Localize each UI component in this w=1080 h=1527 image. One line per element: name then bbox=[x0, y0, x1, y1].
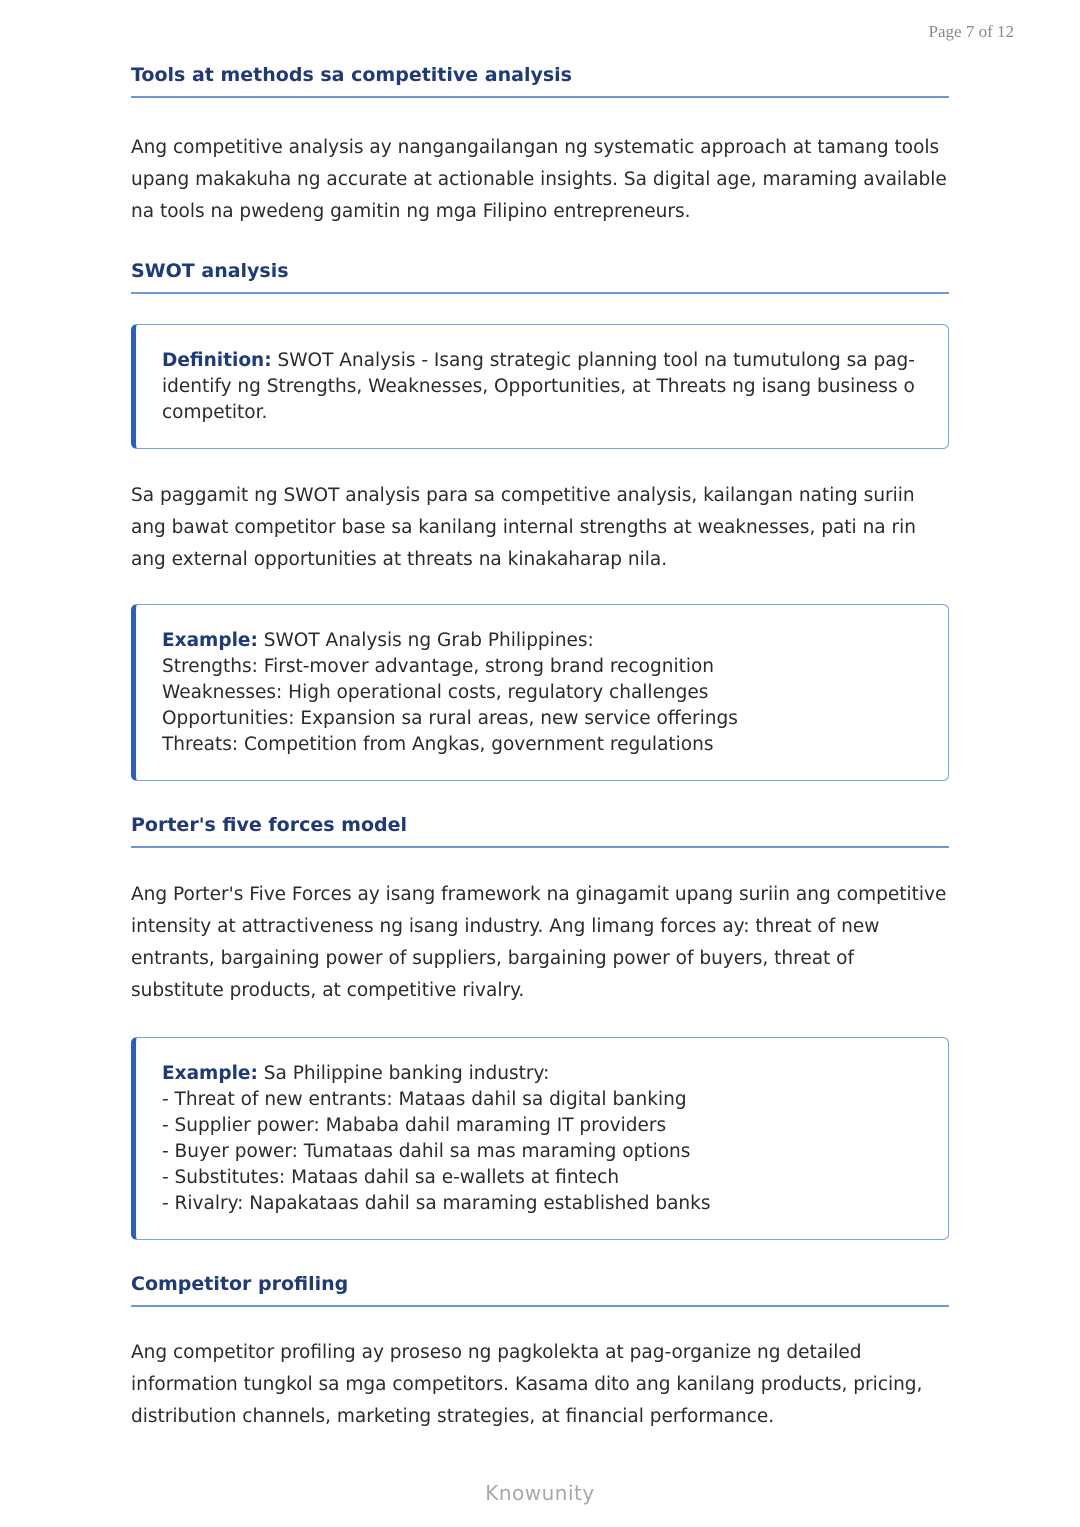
example-line: Threats: Competition from Angkas, government regulations bbox=[162, 734, 714, 755]
definition-text: SWOT Analysis - Isang strategic planning tool na tumutulong sa pag-identify ng Strengths, Weaknesses, Opportunities, at Threats ng isang business o competitor. bbox=[162, 350, 915, 423]
definition-box bbox=[131, 324, 949, 449]
heading-swot: SWOT analysis bbox=[131, 260, 949, 294]
example-line: - Threat of new entrants: Mataas dahil sa digital banking bbox=[162, 1089, 687, 1110]
example-intro: SWOT Analysis ng Grab Philippines: bbox=[257, 630, 594, 651]
paragraph-profiling: Ang competitor profiling ay proseso ng pagkolekta at pag-organize ng detailed information tungkol sa mga competitors. Kasama dito ang kanilang products, pricing, distribution channels, marketing strategies, at financial performance. bbox=[131, 1342, 923, 1427]
example-line: Strengths: First-mover advantage, strong brand recognition bbox=[162, 656, 715, 677]
example-line: - Rivalry: Napakataas dahil sa maraming established banks bbox=[162, 1193, 711, 1214]
example-line: - Substitutes: Mataas dahil sa e-wallets at fintech bbox=[162, 1167, 620, 1188]
heading-tools: Tools at methods sa competitive analysis bbox=[131, 64, 949, 98]
paragraph-swot: Sa paggamit ng SWOT analysis para sa competitive analysis, kailangan nating suriin ang bawat competitor base sa kanilang internal strengths at weaknesses, pati na rin ang external opportunities at threats na kinakaharap nila. bbox=[131, 485, 916, 570]
example-line: - Supplier power: Mababa dahil maraming IT providers bbox=[162, 1115, 667, 1136]
example-line: - Buyer power: Tumataas dahil sa mas maraming options bbox=[162, 1141, 691, 1162]
example-line: Weaknesses: High operational costs, regulatory challenges bbox=[162, 682, 709, 703]
document-body bbox=[131, 64, 949, 1433]
footer-watermark: Knowunity bbox=[485, 1481, 595, 1505]
example-line: Opportunities: Expansion sa rural areas, new service offerings bbox=[162, 708, 738, 729]
example-label: Example: bbox=[162, 1063, 258, 1084]
example-intro: Sa Philippine banking industry: bbox=[257, 1063, 550, 1084]
heading-profiling: Competitor profiling bbox=[131, 1273, 949, 1307]
heading-porter: Porter's five forces model bbox=[131, 814, 949, 848]
page-number: Page 7 of 12 bbox=[928, 22, 1014, 41]
paragraph-tools: Ang competitive analysis ay nangangailangan ng systematic approach at tamang tools upang makakuha ng accurate at actionable insights. Sa digital age, maraming available na tools na pwedeng gamitin ng mga Filipino entrepreneurs. bbox=[131, 137, 947, 222]
definition-label: Definition: bbox=[162, 350, 272, 371]
paragraph-porter: Ang Porter's Five Forces ay isang framework na ginagamit upang suriin ang competitive intensity at attractiveness ng isang industry. Ang limang forces ay: threat of new entrants, bargaining power of suppliers, bargaining power of buyers, threat of substitute products, at competitive rivalry. bbox=[131, 884, 947, 1001]
porter-example-box bbox=[131, 1037, 949, 1240]
example-label: Example: bbox=[162, 630, 258, 651]
swot-example-box bbox=[131, 604, 949, 781]
